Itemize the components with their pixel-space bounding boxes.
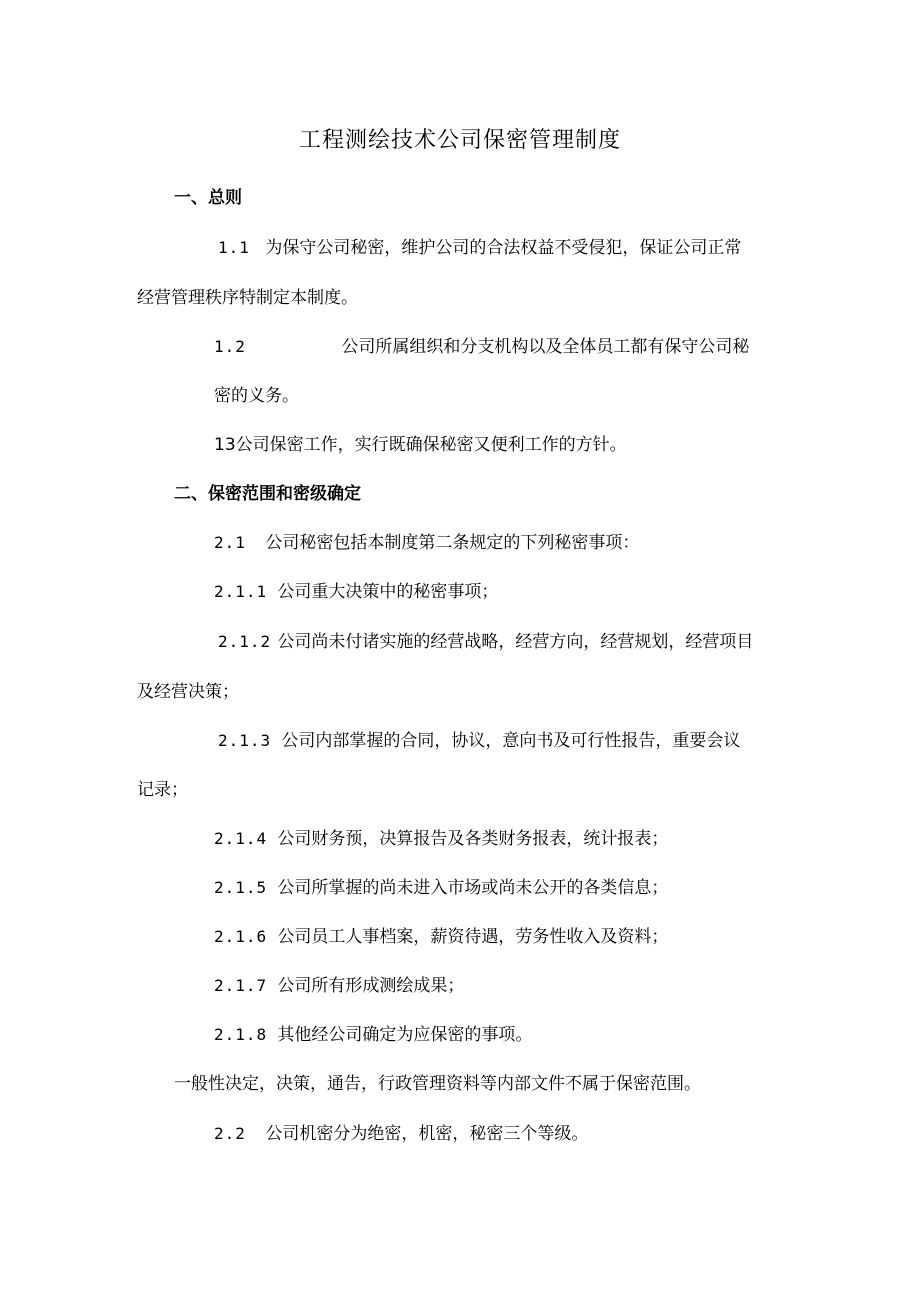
section-heading-scope: 二、保密范围和密级确定 [174, 484, 361, 504]
paragraph-2-1-6 [214, 925, 668, 949]
clause-text: 公司员工人事档案，薪资待遇，劳务性收入及资料； [277, 927, 669, 947]
paragraph-2-1-2-line2: 及经营决策； [137, 682, 239, 702]
paragraph-2-1-3-line1 [218, 729, 740, 753]
paragraph-2-2 [214, 1122, 588, 1146]
document-title: 工程测绘技术公司保密管理制度 [298, 128, 621, 153]
clause-number: 2.1.4 [214, 829, 268, 848]
clause-text: 为保守公司秘密，维护公司的合法权益不受侵犯，保证公司正常 [265, 238, 742, 258]
clause-text: 公司内部掌握的合同，协议，意向书及可行性报告，重要会议 [281, 731, 741, 751]
clause-text: 公司财务预，决算报告及各类财务报表，统计报表； [277, 829, 669, 849]
paragraph-2-1-8 [214, 1023, 532, 1047]
clause-number: 2.1.6 [214, 927, 268, 946]
clause-text: 公司所属组织和分支机构以及全体员工都有保守公司秘 [341, 337, 750, 357]
paragraph-2-1-4 [214, 827, 668, 851]
clause-text: 公司尚未付诸实施的经营战略，经营方向，经营规划，经营项目 [277, 632, 754, 652]
paragraph-1-2-line1 [214, 335, 749, 359]
paragraph-2-1-7 [214, 974, 464, 998]
clause-number: 1.1 [218, 238, 250, 257]
clause-number: 2.1.7 [214, 976, 268, 995]
paragraph-2-1-3-line2: 记录； [137, 780, 188, 800]
clause-text: 公司所有形成测绘成果； [277, 976, 465, 996]
clause-number: 2.1.2 [218, 632, 272, 651]
clause-number: 2.1.8 [214, 1025, 268, 1044]
clause-text: 公司机密分为绝密，机密，秘密三个等级。 [265, 1124, 589, 1144]
clause-text: 公司重大决策中的秘密事项； [277, 582, 499, 602]
paragraph-1-1-line2: 经营管理秩序特制定本制度。 [137, 288, 358, 308]
paragraph-general-exclusion: 一般性决定，决策，通告，行政管理资料等内部文件不属于保密范围。 [174, 1074, 701, 1094]
paragraph-2-1-5 [214, 876, 668, 900]
clause-text: 其他经公司确定为应保密的事项。 [277, 1025, 533, 1045]
clause-number: 2.2 [214, 1124, 246, 1143]
paragraph-1-2-line2: 密的义务。 [214, 386, 299, 406]
paragraph-2-1-2-line1 [218, 630, 753, 654]
clause-number: 2.1.3 [218, 731, 272, 750]
clause-number: 1.2 [214, 337, 246, 356]
clause-text: 公司秘密包括本制度第二条规定的下列秘密事项： [265, 533, 640, 553]
clause-number: 2.1 [214, 533, 246, 552]
paragraph-1-3: 13公司保密工作，实行既确保秘密又便利工作的方针。 [214, 435, 627, 455]
clause-number: 2.1.1 [214, 582, 268, 601]
clause-text: 公司所掌握的尚未进入市场或尚未公开的各类信息； [277, 878, 669, 898]
paragraph-2-1-1 [214, 580, 498, 604]
paragraph-1-1-line1 [218, 236, 784, 260]
section-heading-general: 一、总则 [174, 188, 242, 208]
clause-number: 2.1.5 [214, 878, 268, 897]
paragraph-2-1 [214, 531, 639, 555]
